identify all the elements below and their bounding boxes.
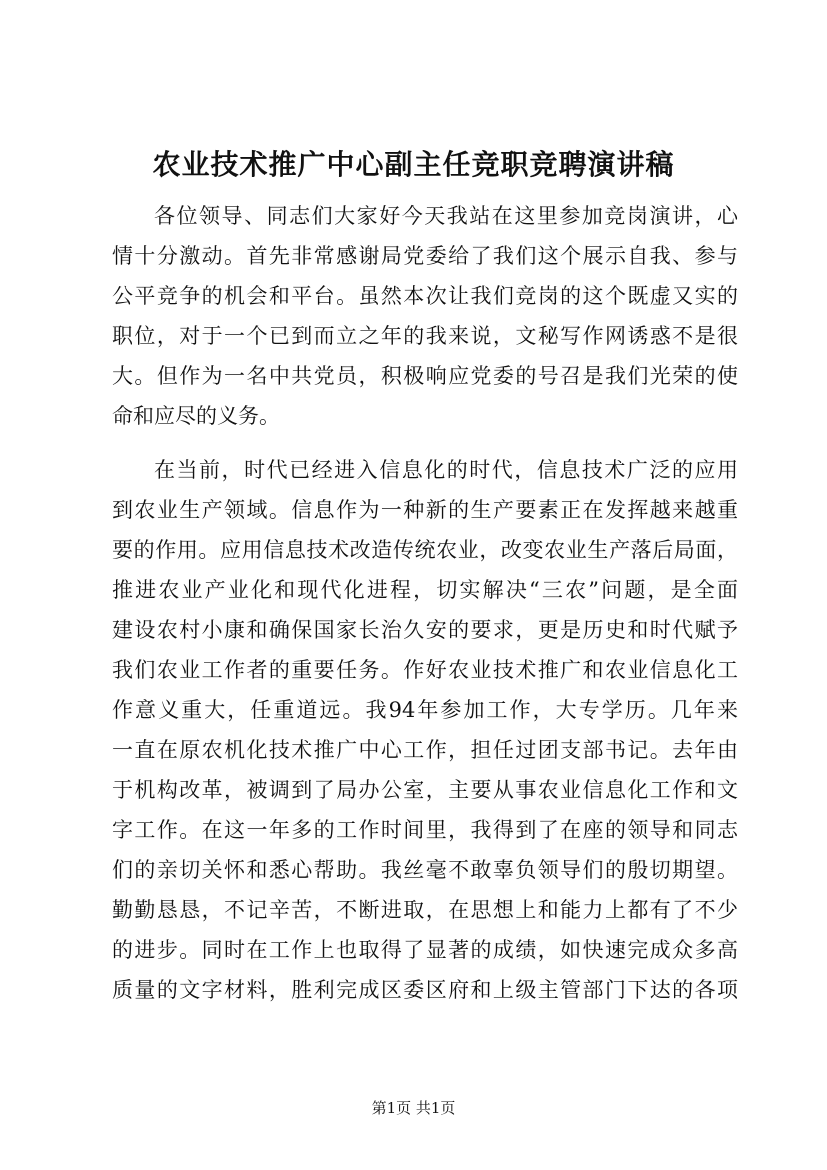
text-line: 勤勤恳恳，不记辛苦，不断进取，在思想上和能力上都有了不少 (112, 898, 738, 922)
text-line: 命和应尽的义务。 (112, 404, 280, 428)
text-line: 公平竞争的机会和平台。虽然本次让我们竞岗的这个既虚又实的 (112, 284, 738, 308)
text-line: 一直在原农机化技术推广中心工作，担任过团支部书记。去年由 (112, 738, 738, 762)
text-line: 职位，对于一个已到而立之年的我来说，文秘写作网诱惑不是很 (112, 324, 738, 348)
text-line: 各位领导、同志们大家好今天我站在这里参加竞岗演讲，心 (154, 204, 738, 228)
text-line: 到农业生产领域。信息作为一种新的生产要素正在发挥越来越重 (112, 498, 738, 522)
text-line: 在当前，时代已经进入信息化的时代，信息技术广泛的应用 (154, 458, 738, 482)
text-line: 字工作。在这一年多的工作时间里，我得到了在座的领导和同志 (112, 818, 738, 842)
text-line: 们的亲切关怀和悉心帮助。我丝毫不敢辜负领导们的殷切期望。 (112, 858, 738, 882)
text-line: 要的作用。应用信息技术改造传统农业，改变农业生产落后局面， (112, 538, 738, 562)
text-line: 的进步。同时在工作上也取得了显著的成绩，如快速完成众多高 (112, 938, 738, 962)
text-line: 质量的文字材料，胜利完成区委区府和上级主管部门下达的各项 (112, 978, 738, 1002)
text-line: 建设农村小康和确保国家长治久安的要求，更是历史和时代赋予 (112, 618, 738, 642)
text-line: 我们农业工作者的重要任务。作好农业技术推广和农业信息化工 (112, 658, 738, 682)
text-line: 作意义重大，任重道远。我94年参加工作，大专学历。几年来 (112, 698, 738, 722)
page-number: 第1页 共1页 (371, 1099, 456, 1117)
text-line: 推进农业产业化和现代化进程，切实解决“三农”问题，是全面 (112, 578, 738, 602)
document-title: 农业技术推广中心副主任竞职竞聘演讲稿 (152, 148, 675, 181)
text-line: 大。但作为一名中共党员，积极响应党委的号召是我们光荣的使 (112, 364, 738, 388)
text-line: 于机构改革，被调到了局办公室，主要从事农业信息化工作和文 (112, 778, 738, 802)
text-line: 情十分激动。首先非常感谢局党委给了我们这个展示自我、参与 (112, 244, 738, 268)
